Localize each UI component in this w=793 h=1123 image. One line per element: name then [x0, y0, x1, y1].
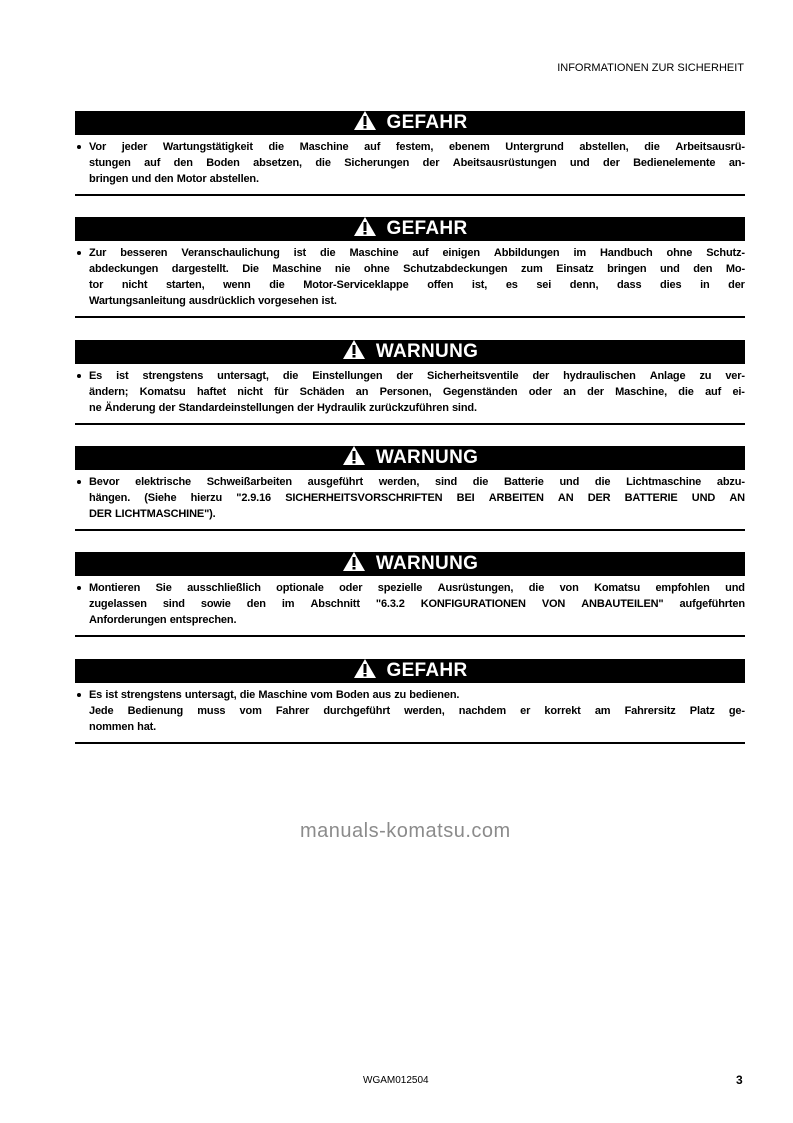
warning-triangle-icon [353, 110, 387, 137]
document-code: WGAM012504 [363, 1075, 429, 1086]
notice-text-line: Wartungsanleitung ausdrücklich vorgesehen ist. [89, 295, 337, 307]
bullet-icon [77, 251, 81, 255]
notice-text-line: hängen. (Siehe hierzu "2.9.16 SICHERHEITSVORSCHRIFTEN BEI ARBEITEN AN DER BATTERIE UND AN [89, 492, 745, 504]
notice-text-line: Zur besseren Veranschaulichung ist die Maschine auf einigen Abbildungen im Handbuch ohne Schutz- [89, 247, 745, 259]
notice-text-line: Es ist strengstens untersagt, die Maschine vom Boden aus zu bedienen. [89, 689, 460, 701]
warning-triangle-icon [342, 551, 376, 578]
notice-text-line: ändern; Komatsu haftet nicht für Schäden an Personen, Gegenständen oder an der Maschine, die auf ei- [89, 386, 745, 398]
safety-notice-warnung [75, 552, 745, 637]
safety-notice-gefahr [75, 659, 745, 744]
notice-text-line: bringen und den Motor abstellen. [89, 173, 259, 185]
notice-text-line: stungen auf den Boden absetzen, die Sicherungen der Abeitsausrüstungen und der Bedienelemente an- [89, 157, 745, 169]
watermark: manuals-komatsu.com [300, 820, 511, 842]
warning-triangle-icon [353, 216, 387, 243]
notice-text-line: Anforderungen entsprechen. [89, 614, 237, 626]
notice-text-line: DER LICHTMASCHINE"). [89, 508, 216, 520]
warning-triangle-icon [353, 658, 387, 685]
notice-text-line: Montieren Sie ausschließlich optionale oder spezielle Ausrüstungen, die von Komatsu empfohlen und [89, 582, 745, 594]
running-header: INFORMATIONEN ZUR SICHERHEIT [557, 62, 744, 74]
notice-level: WARNUNG [375, 447, 479, 468]
safety-notice-warnung [75, 446, 745, 531]
bullet-icon [77, 145, 81, 149]
notice-header [75, 552, 745, 576]
notice-text-line: Es ist strengstens untersagt, die Einstellungen der Sicherheitsventile der hydraulischen Anlage zu ver- [89, 370, 745, 382]
notice-header [75, 217, 745, 241]
notice-body [75, 683, 745, 735]
notice-header [75, 446, 745, 470]
notice-body [75, 470, 745, 522]
notice-body [75, 135, 745, 187]
page-number: 3 [736, 1073, 743, 1087]
bullet-icon [77, 480, 81, 484]
safety-notice-gefahr [75, 111, 745, 196]
notice-divider [75, 194, 745, 196]
notice-level: GEFAHR [386, 218, 468, 239]
notice-divider [75, 423, 745, 425]
notice-text-line: tor nicht starten, wenn die Motor-Serviceklappe offen ist, es sei denn, dass dies in der [89, 279, 745, 291]
notice-level: GEFAHR [386, 660, 468, 681]
notice-text-line: abdeckungen dargestellt. Die Maschine nie ohne Schutzabdeckungen zum Einsatz bringen und den Mo- [89, 263, 745, 275]
bullet-icon [77, 693, 81, 697]
safety-notice-gefahr [75, 217, 745, 318]
notice-header [75, 659, 745, 683]
notice-level: WARNUNG [375, 341, 479, 362]
notice-text-line: zugelassen sind sowie den im Abschnitt "6.3.2 KONFIGURATIONEN VON ANBAUTEILEN" aufgeführten [89, 598, 745, 610]
notice-body [75, 241, 745, 309]
bullet-icon [77, 374, 81, 378]
notice-text-line: ne Änderung der Standardeinstellungen der Hydraulik zurückzuführen sind. [89, 402, 477, 414]
notice-text-line: Vor jeder Wartungstätigkeit die Maschine auf festem, ebenem Untergrund abstellen, die Arbeitsausrü- [89, 141, 745, 153]
notice-header [75, 340, 745, 364]
notice-divider [75, 316, 745, 318]
bullet-icon [77, 586, 81, 590]
notice-body [75, 364, 745, 416]
notice-level: GEFAHR [386, 112, 468, 133]
notice-text-line: nommen hat. [89, 721, 157, 733]
notice-level: WARNUNG [375, 553, 479, 574]
notice-body [75, 576, 745, 628]
safety-notice-warnung [75, 340, 745, 425]
notice-text-line: Bevor elektrische Schweißarbeiten ausgeführt werden, sind die Batterie und die Lichtmaschine abzu- [89, 476, 745, 488]
warning-triangle-icon [342, 445, 376, 472]
notice-divider [75, 635, 745, 637]
notice-header [75, 111, 745, 135]
notice-divider [75, 529, 745, 531]
notice-text-line: Jede Bedienung muss vom Fahrer durchgeführt werden, nachdem er korrekt am Fahrersitz Platz ge- [89, 705, 745, 717]
notice-divider [75, 742, 745, 744]
warning-triangle-icon [342, 339, 376, 366]
